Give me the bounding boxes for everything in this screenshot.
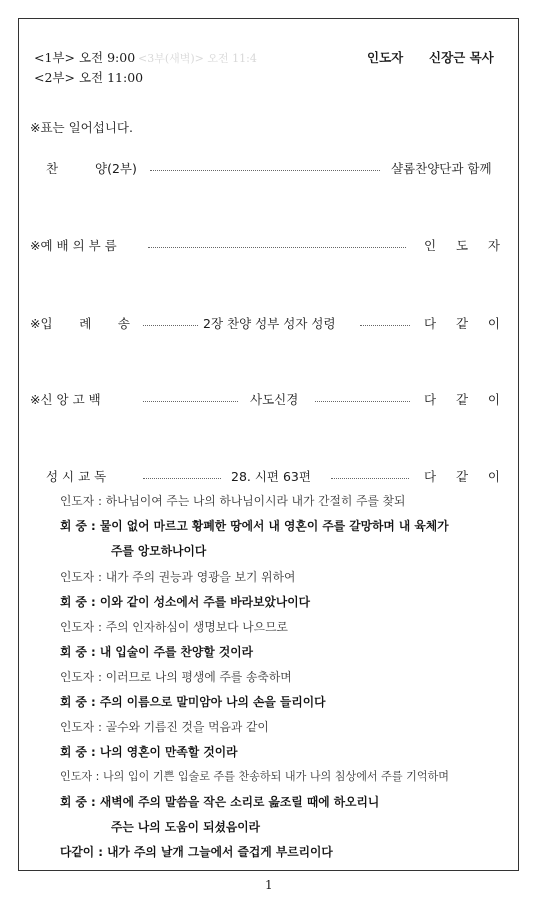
- responsive-line: 인도자 : 하나님이여 주는 나의 하나님이시라 내가 간절히 주를 찾되: [60, 494, 406, 508]
- speaker: 인도자: [60, 670, 95, 684]
- speaker: 회 중: [60, 645, 87, 659]
- reading-value: [424, 467, 500, 485]
- speaker: 회 중: [60, 745, 87, 759]
- line-text: 주는 나의 도움이 되셨음이라: [111, 820, 261, 834]
- leader-label: 인도자: [367, 50, 404, 65]
- line-text: 이와 같이 성소에서 주를 바라보았나이다: [99, 595, 311, 609]
- call-to-worship-value: [424, 236, 500, 254]
- responsive-line: 인도자 : 주의 인자하심이 생명보다 나으므로: [60, 620, 288, 634]
- value-char: 다: [424, 392, 437, 407]
- value-char: 인: [424, 238, 437, 253]
- value-char: 같: [455, 316, 469, 331]
- speaker: 회 중: [60, 519, 87, 533]
- responsive-line: 인도자 : 골수와 기름진 것을 먹음과 같이: [60, 720, 269, 734]
- responsive-line: 회 중 : 이와 같이 성소에서 주를 바라보았나이다: [60, 595, 311, 609]
- leader-dots: [331, 478, 409, 479]
- leader-dots: [150, 170, 380, 171]
- creed-label: ※신 앙 고 백: [30, 392, 101, 407]
- responsive-line-continued: [111, 542, 206, 559]
- speaker: 인도자: [60, 570, 95, 584]
- responsive-line: 회 중 : 주의 이름으로 말미암아 나의 손을 들리이다: [60, 695, 326, 709]
- speaker: 다같이: [60, 845, 95, 859]
- speaker: 인도자: [60, 620, 95, 634]
- hymn-title: 2장 찬양 성부 성자 성령: [203, 316, 336, 331]
- service-time-1: <1부> 오전 9:00: [34, 50, 136, 65]
- responsive-line: 인도자 : 내가 주의 권능과 영광을 보기 위하여: [60, 570, 296, 584]
- praise-label-2: 양(2부): [95, 161, 137, 176]
- speaker: 인도자: [60, 770, 93, 783]
- praise-label-1: 찬: [46, 161, 59, 176]
- responsive-line: 인도자 : 나의 입이 기쁜 입술로 주를 찬송하되 내가 나의 침상에서 주를 기억하며: [60, 770, 450, 783]
- line-text: 새벽에 주의 말씀을 작은 소리로 읊조릴 때에 하오리니: [99, 795, 380, 809]
- line-text: 내가 주의 권능과 영광을 보기 위하여: [105, 570, 296, 584]
- responsive-line: 회 중 : 내 입술이 주를 찬양할 것이라: [60, 645, 254, 659]
- service-time-2: <2부> 오전 11:00: [34, 70, 144, 85]
- line-text: 골수와 기름진 것을 먹음과 같이: [105, 720, 269, 734]
- line-text: 나의 영혼이 만족할 것이라: [99, 745, 238, 759]
- line-text: 주의 이름으로 말미암아 나의 손을 들리이다: [99, 695, 326, 709]
- responsive-line: 회 중 : 물이 없어 마르고 황폐한 땅에서 내 영혼이 주를 갈망하며 내 육체가: [60, 519, 449, 533]
- standing-note: ※표는 일어섭니다.: [30, 120, 133, 135]
- line-text: 하나님이여 주는 나의 하나님이시라 내가 간절히 주를 찾되: [105, 494, 406, 508]
- leader-dots: [143, 325, 198, 326]
- value-char: 이: [487, 392, 500, 407]
- line-text: 주의 인자하심이 생명보다 나으므로: [105, 620, 288, 634]
- reading-title: 28. 시편 63편: [231, 469, 311, 484]
- leader-name: 신장근 목사: [429, 50, 494, 65]
- label-char: 례: [79, 316, 92, 331]
- creed-title: 사도신경: [250, 392, 299, 407]
- speaker: 회 중: [60, 695, 87, 709]
- creed-value: [424, 390, 500, 408]
- line-text: 나의 입이 기쁜 입술로 주를 찬송하되 내가 나의 침상에서 주를 기억하며: [102, 770, 450, 783]
- value-char: 다: [424, 469, 437, 484]
- speaker: 회 중: [60, 795, 87, 809]
- value-char: 자: [487, 238, 500, 253]
- leader-dots: [315, 401, 410, 402]
- leader-dots: [143, 401, 238, 402]
- leader-dots: [148, 247, 406, 248]
- value-char: 이: [487, 469, 500, 484]
- hymn-value: [424, 314, 500, 332]
- responsive-line: 회 중 : 나의 영혼이 만족할 것이라: [60, 745, 238, 759]
- value-char: 같: [455, 469, 469, 484]
- speaker: 인도자: [60, 494, 95, 508]
- reading-label: 성 시 교 독: [46, 469, 107, 484]
- faded-service-time: <3부(새벽)> 오전 11:4: [138, 52, 257, 65]
- speaker: 인도자: [60, 720, 95, 734]
- value-char: 이: [487, 316, 500, 331]
- line-text: 주를 앙모하나이다: [111, 544, 207, 558]
- value-char: 도: [455, 238, 469, 253]
- leader-dots: [360, 325, 410, 326]
- line-text: 내 입술이 주를 찬양할 것이라: [99, 645, 254, 659]
- value-char: 다: [424, 316, 437, 331]
- responsive-line: 다같이 : 내가 주의 날개 그늘에서 즐겁게 부르리이다: [60, 845, 333, 859]
- hymn-label: [30, 314, 130, 332]
- leader-dots: [143, 478, 221, 479]
- praise-value: 샬롬찬양단과 함께: [391, 161, 492, 176]
- line-text: 물이 없어 마르고 황폐한 땅에서 내 영혼이 주를 갈망하며 내 육체가: [99, 519, 449, 533]
- responsive-line: 인도자 : 이러므로 나의 평생에 주를 송축하며: [60, 670, 292, 684]
- label-char: ※입: [30, 316, 53, 331]
- line-text: 이러므로 나의 평생에 주를 송축하며: [105, 670, 292, 684]
- responsive-line-continued: [111, 818, 260, 835]
- line-text: 내가 주의 날개 그늘에서 즐겁게 부르리이다: [107, 845, 333, 859]
- call-to-worship-label: ※예 배 의 부 름: [30, 238, 117, 253]
- value-char: 같: [455, 392, 469, 407]
- label-char: 송: [117, 316, 130, 331]
- speaker: 회 중: [60, 595, 87, 609]
- responsive-line: 회 중 : 새벽에 주의 말씀을 작은 소리로 읊조릴 때에 하오리니: [60, 795, 380, 809]
- page-number: 1: [265, 878, 273, 892]
